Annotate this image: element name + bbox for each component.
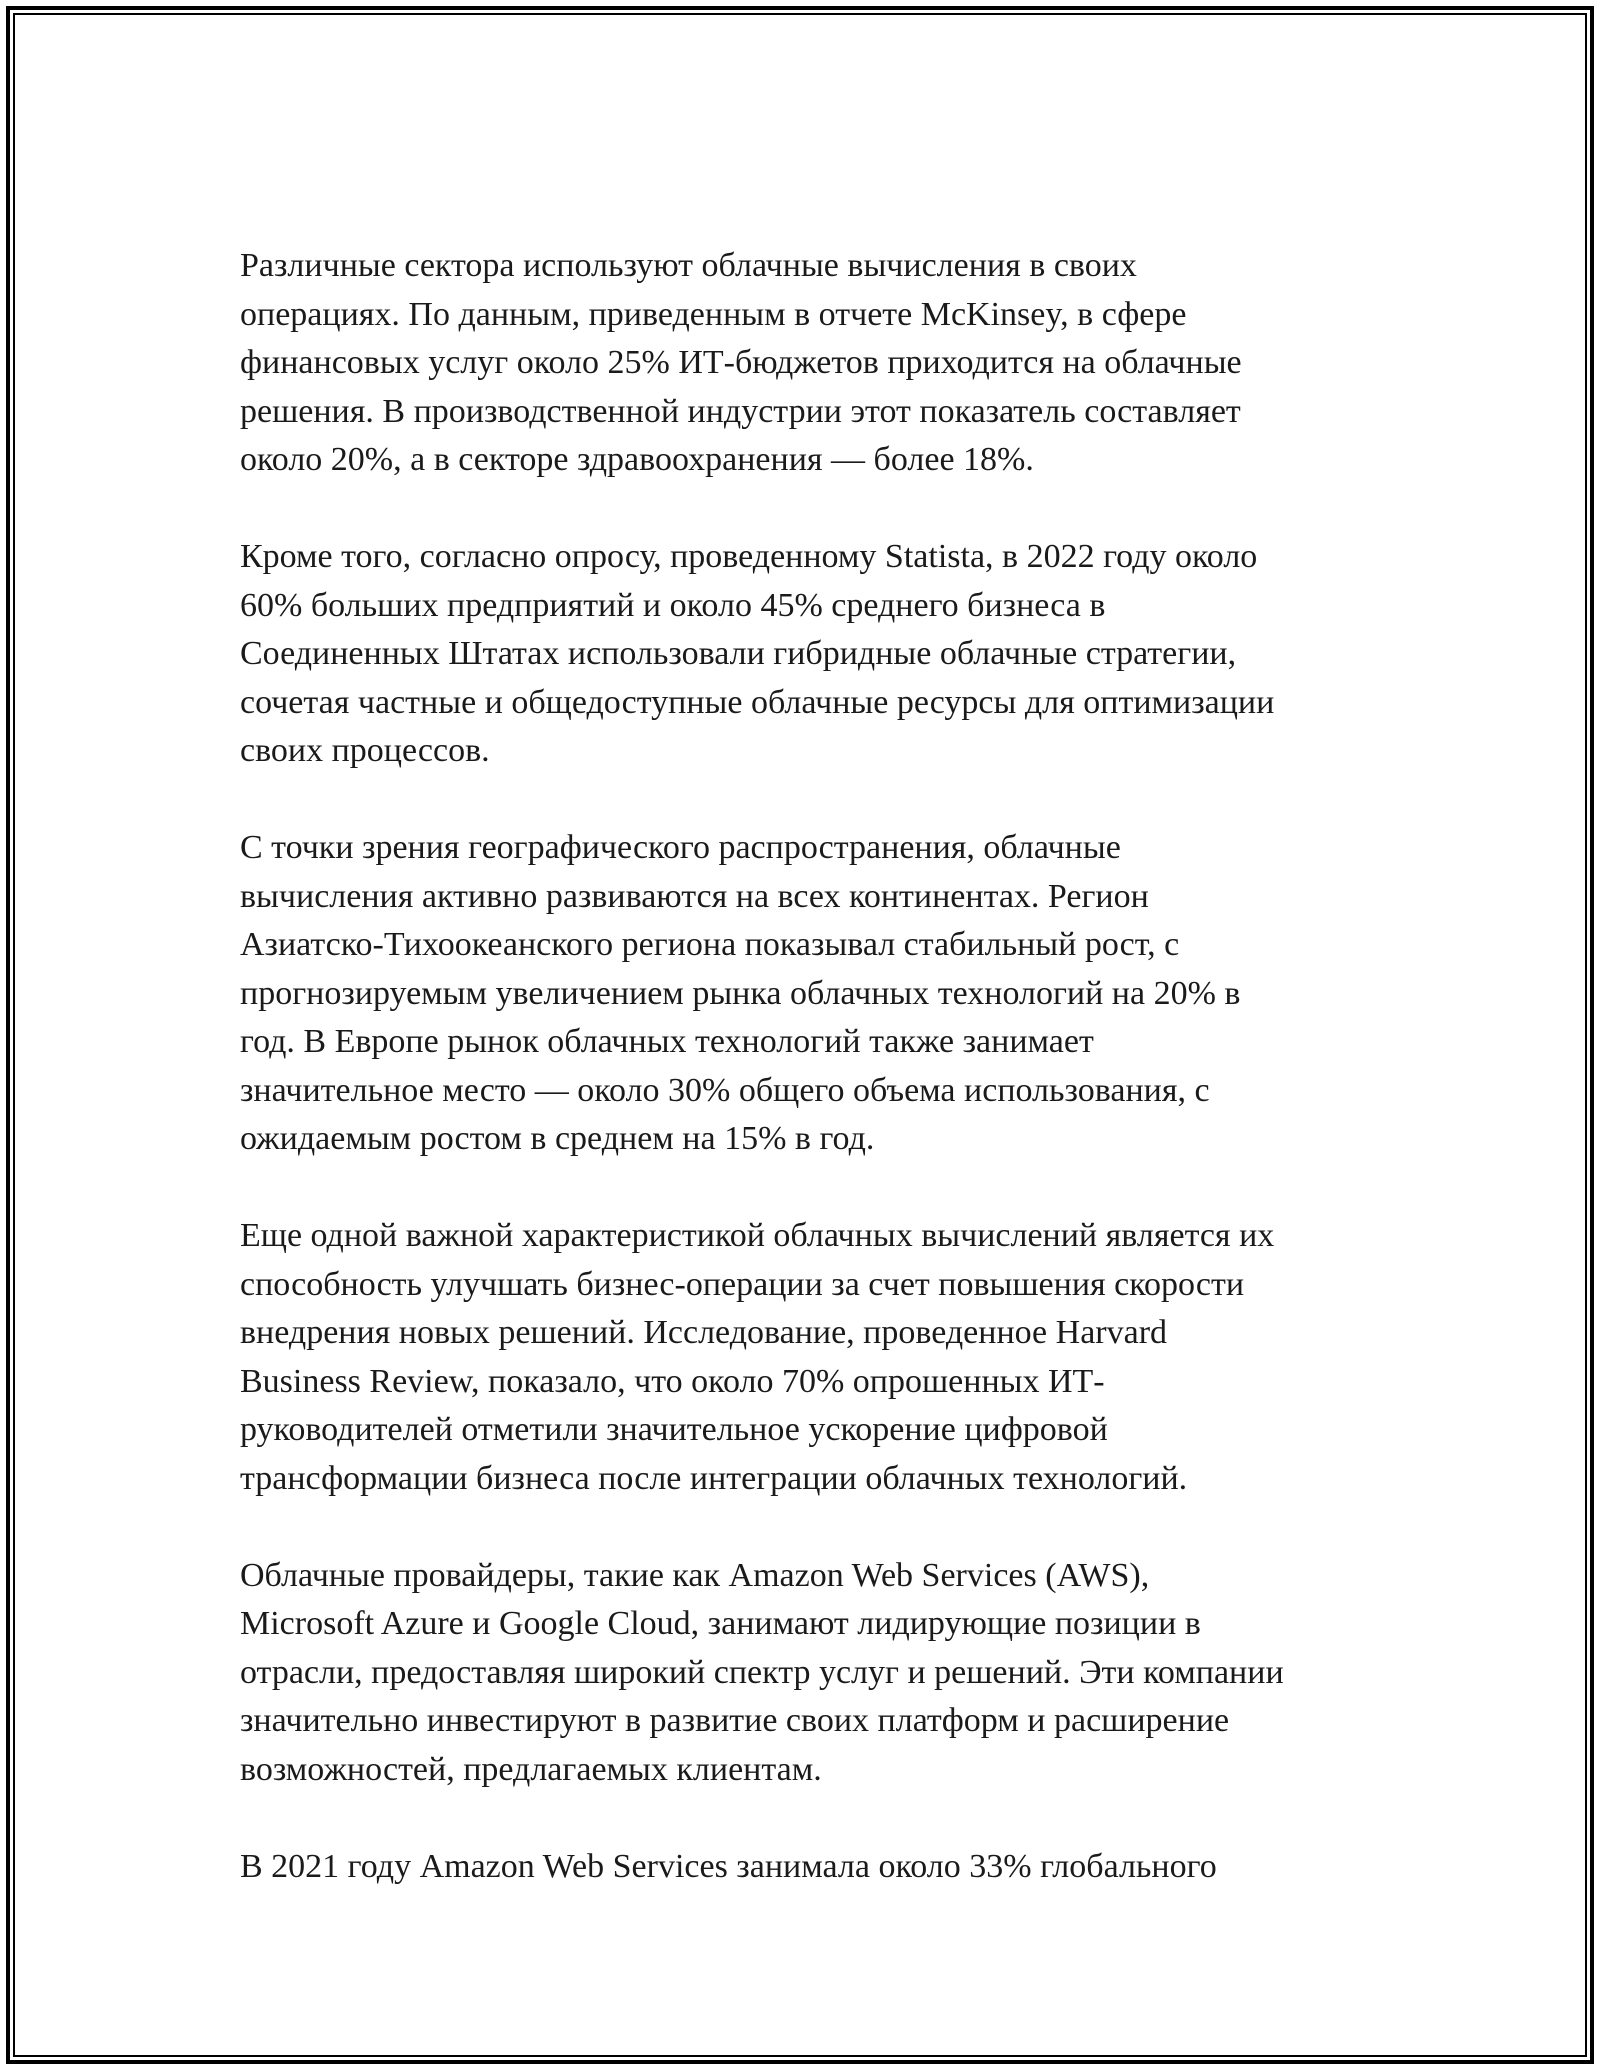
paragraph-aws-share: В 2021 году Amazon Web Services занимала около 33% глобального: [240, 1847, 1217, 1885]
paragraph-hybrid-strategies: Кроме того, согласно опросу, проведенному Statista, в 2022 году около 60% больших предприятий и около 45% среднего бизнеса в Соединенных Штатах использовали гибридные облачные стратегии, сочетая частные и общедоступные облачные ресурсы для оптимизации своих процессов.: [240, 538, 1275, 769]
page-frame: [6, 6, 1594, 2064]
paragraph-geography: С точки зрения географического распространения, облачные вычисления активно развиваются на всех континентах. Регион Азиатско-Тихоокеанского региона показывал стабильный рост, с прогнозируемым увеличением рынка облачных технологий на 20% в год. В Европе рынок облачных технологий также занимает значительное место — около 30% общего объема использования, с ожидаемым ростом в среднем на 15% в год.: [240, 829, 1241, 1157]
paragraph-sector-usage: Различные сектора используют облачные вычисления в своих операциях. По данным, приведенным в отчете McKinsey, в сфере финансовых услуг около 25% ИТ-бюджетов приходится на облачные решения. В производственной индустрии этот показатель составляет около 20%, а в секторе здравоохранения — более 18%.: [240, 247, 1242, 478]
paragraph-cloud-providers: Облачные провайдеры, такие как Amazon Web Services (AWS), Microsoft Azure и Google Cloud, занимают лидирующие позиции в отрасли, предоставляя широкий спектр услуг и решений. Эти компании значительно инвестируют в развитие своих платформ и расширение возможностей, предлагаемых клиентам.: [240, 1556, 1284, 1788]
paragraph-business-operations: Еще одной важной характеристикой облачных вычислений является их способность улучшать бизнес-операции за счет повышения скорости внедрения новых решений. Исследование, проведенное Harvard Business Review, показало, что около 70% опрошенных ИТ- руководителей отметили значительное ускорение цифровой трансформации бизнеса после интеграции облачных технологий.: [240, 1217, 1275, 1497]
document-body: [240, 242, 1390, 1940]
